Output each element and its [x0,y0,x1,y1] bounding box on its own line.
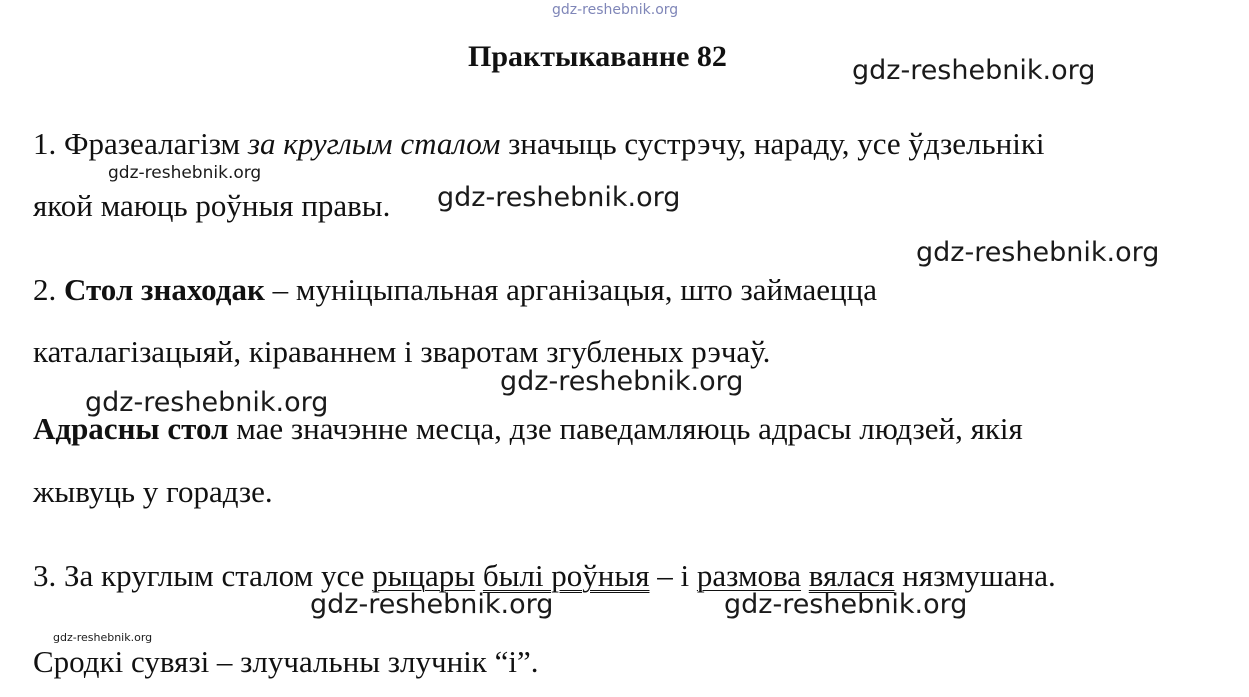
term-stol-znakhodak: Стол знаходак [64,272,265,307]
sentence-text: нязмушана. [894,558,1056,593]
paragraph-2-line-1 [33,274,877,305]
paragraph-text: мае значэнне месца, дзе паведамляюць адрасы людзей, якія [228,411,1023,446]
paragraph-2-line-2: каталагізацыяй, кіраваннем і зваротам згубленых рэчаў. [33,334,771,369]
paragraph-1-line-2: якой маюць роўныя правы. [33,188,391,223]
paragraph-number-text: 2. [33,272,64,307]
paragraph-4: Сродкі сувязі – злучальны злучнік “і”. [33,644,539,679]
page-title: Практыкаванне 82 [468,40,727,73]
paragraph-3 [33,560,1056,591]
watermark: gdz-reshebnik.org [85,387,329,418]
subject-1: рыцары [372,558,476,593]
paragraph-2b-line-2: жывуць у горадзе. [33,474,273,509]
paragraph-text: значыць сустрэчу, нараду, усе ўдзельнікі [500,126,1045,161]
paragraph-2b-line-1 [33,413,1023,444]
watermark: gdz-reshebnik.org [724,589,968,620]
term-adrasny-stol: Адрасны стол [33,411,229,446]
watermark: gdz-reshebnik.org [108,163,262,183]
paragraph-number-text: 1. Фразеалагізм [33,126,248,161]
predicate-2: вялася [808,558,895,593]
watermark: gdz-reshebnik.org [53,631,153,644]
watermark: gdz-reshebnik.org [500,366,744,397]
watermark: gdz-reshebnik.org [437,182,681,213]
watermark: gdz-reshebnik.org [552,2,679,18]
paragraph-text: – муніцыпальная арганізацыя, што займаецца [264,272,877,307]
sentence-text: – і [649,558,697,593]
sentence-text [475,558,483,593]
paragraph-1-line-1 [33,128,1045,159]
idiom-phrase: за круглым сталом [247,126,501,161]
sentence-text [801,558,809,593]
watermark: gdz-reshebnik.org [852,55,1096,86]
sentence-text: 3. За круглым сталом усе [33,558,373,593]
watermark: gdz-reshebnik.org [310,589,554,620]
subject-2: размова [696,558,802,593]
predicate-1: былі роўныя [482,558,650,593]
watermark: gdz-reshebnik.org [916,237,1160,268]
